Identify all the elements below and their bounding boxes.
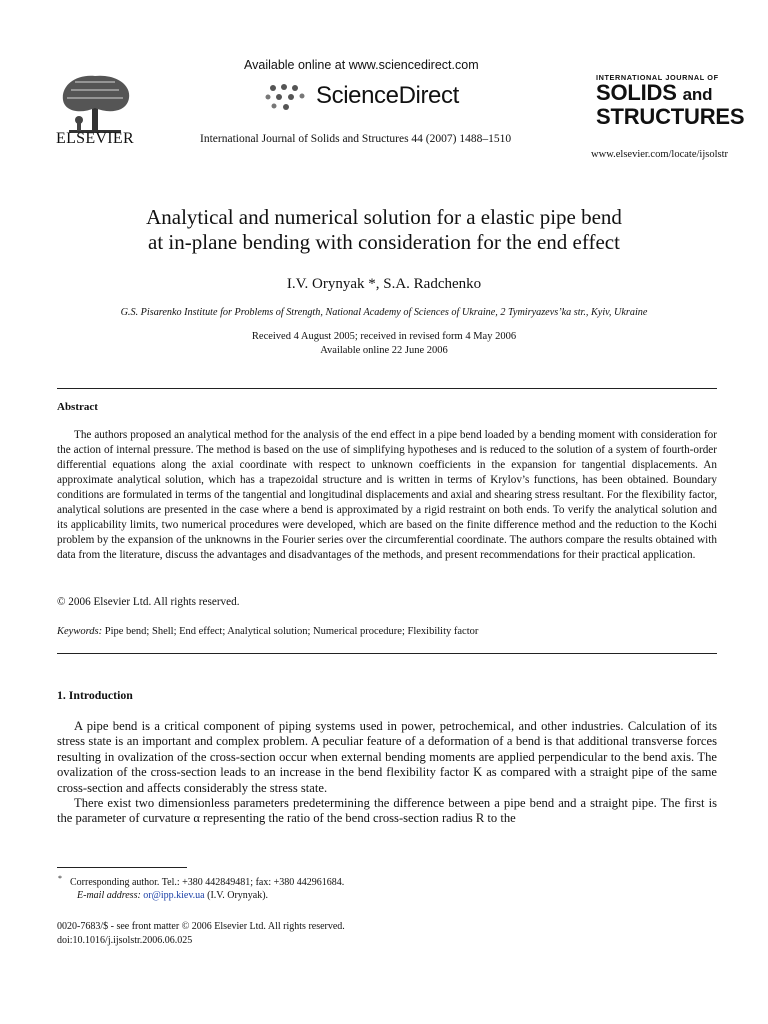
journal-logo-top: INTERNATIONAL JOURNAL OF [596,73,719,82]
available-date: Available online 22 June 2006 [320,345,448,356]
publisher-name: ELSEVIER [56,130,134,147]
email-label: E-mail address: [77,890,141,901]
intro-paragraph-1: A pipe bend is a critical component of piping systems used in power, petrochemical, and other industries. Calculation of its stress state is an important and complex problem. A peculiar feature of a deformation of a bend is that additional transverse forces resulting in ovalization of the cross-section occur when external bending moments are applied perpendicular to the bend axis. The ovalization of the cross-section leads to an increase in the bend flexibility factor K as compared with a straight pipe of the same cross-section and affects considerably the stress state. [57,719,717,795]
intro-paragraph-2: There exist two dimensionless parameters predetermining the difference between a pipe bend and a straight pipe. The first is the parameter of curvature α representing the ratio of the bend cross-section radius R to the [57,796,717,826]
email-suffix: (I.V. Orynyak). [204,890,269,901]
journal-url-link[interactable]: www.elsevier.com/locate/ijsolstr [591,149,728,160]
footnote-divider [57,867,187,868]
divider-top [57,388,717,389]
introduction-body [57,719,717,827]
received-date: Received 4 August 2005; received in revised form 4 May 2006 [251,331,517,342]
keywords-label: Keywords: [57,626,103,637]
author-separator: , [375,276,384,292]
article-authors [40,276,728,293]
journal-logo-and: and [682,85,713,104]
journal-reference: International Journal of Solids and Structures 44 (2007) 1488–1510 [200,133,512,145]
article-title-line2: at in-plane bending with consideration for the end effect [148,230,620,254]
doi-link[interactable]: doi:10.1016/j.ijsolstr.2006.06.025 [57,935,193,946]
abstract-copyright: © 2006 Elsevier Ltd. All rights reserved. [57,596,240,608]
front-matter-line: 0020-7683/$ - see front matter © 2006 Elsevier Ltd. All rights reserved. [57,921,345,932]
article-title [40,205,728,255]
footnote-email [77,890,268,901]
footnote-corresponding [58,874,345,888]
section-heading-introduction: 1. Introduction [57,688,133,702]
email-link[interactable]: or@ipp.kiev.ua [143,890,205,901]
divider-bottom [57,653,717,654]
author-affiliation: G.S. Pisarenko Institute for Problems of Strength, National Academy of Sciences of Ukraine, 2 Tymiryazevs’ka str., Kyiv, Ukraine [120,307,648,318]
footnote-contact: Corresponding author. Tel.: +380 442849481; fax: +380 442961684. [70,877,345,888]
journal-logo-structures: STRUCTURES [596,104,745,129]
article-dates [40,330,728,358]
available-online-text: Available online at www.sciencedirect.com [244,58,479,72]
abstract-text: The authors proposed an analytical method for the analysis of the end effect in a pipe bend loaded by a bending moment with consideration for the action of internal pressure. The method is based on the use of simplifying hypotheses and is reduced to the solution of a system of fourth-order differential equations along the axial coordinate with respect to unknown coefficients in the expansion for tangential displacements. An approximate analytical solution, which has a trapezoidal structure and is written in terms of Krylov’s functions, has been obtained. Boundary conditions are formulated in terms of the tangential and longitudinal displacements and axial and shearing stress resultant. For the flexibility factor, analytical solutions are presented in the case where a bend is approximated by a rigid restraint on both ends. To verify the analytical solution and its applicability limits, two numerical procedures were developed, which are based on the finite difference method and the reduction to the Kochi problem by the expansion of the unknowns in the Fourier series over the circumferential coordinate. The authors compare the results obtained with data from the literature, discuss the advantages and disadvantages of the methods, and present recommendations for their practical application. [57,429,717,561]
abstract-body [57,428,717,563]
author-1[interactable]: I.V. Orynyak [286,276,365,292]
sciencedirect-wordmark: ScienceDirect [316,82,459,109]
keywords [57,626,478,637]
sciencedirect-dots-icon [264,82,316,112]
corresponding-mark[interactable]: * [364,276,376,292]
author-2[interactable]: S.A. Radchenko [383,276,482,292]
footnote-mark: * [58,874,62,883]
keywords-list: Pipe bend; Shell; End effect; Analytical solution; Numerical procedure; Flexibility factor [102,626,479,637]
journal-logo-solids: SOLIDS [596,80,677,105]
abstract-heading: Abstract [57,401,98,413]
article-title-line1: Analytical and numerical solution for a elastic pipe bend [146,205,622,229]
